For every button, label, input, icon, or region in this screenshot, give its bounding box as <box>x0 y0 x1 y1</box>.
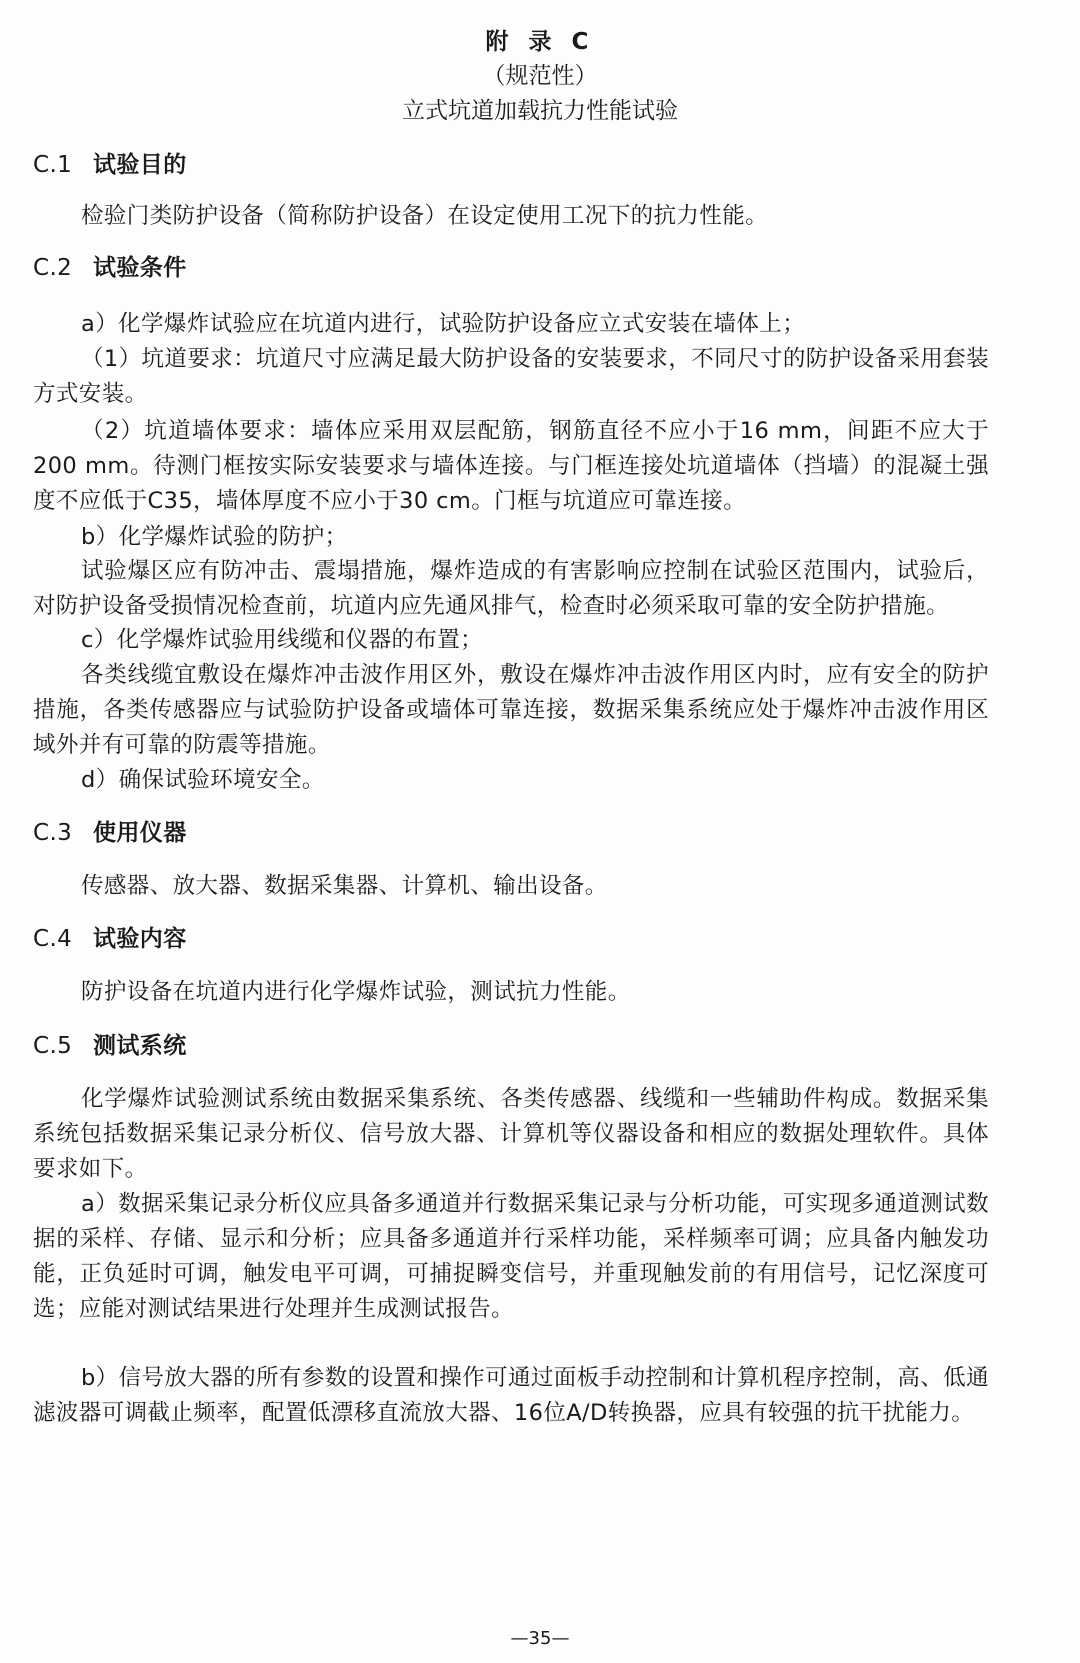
section-number: C.4 <box>33 926 73 952</box>
section-heading-c3 <box>33 816 989 851</box>
paragraph: b）化学爆炸试验的防护； <box>81 524 348 550</box>
section-title: 试验目的 <box>93 152 187 178</box>
paragraph: （2）坑道墙体要求：墙体应采用双层配筋，钢筋直径不应小于16 mm，间距不应大于200 mm。待测门框按实际安装要求与墙体连接。与门框连接处坑道墙体（挡墙）的混凝土强度不应低于C35，墙体厚度不应小于30 cm。门框与坑道应可靠连接。 <box>33 418 989 514</box>
paragraph: 传感器、放大器、数据采集器、计算机、输出设备。 <box>81 873 608 899</box>
section-heading-c4 <box>33 922 989 957</box>
paragraph: b）信号放大器的所有参数的设置和操作可通过面板手动控制和计算机程序控制，高、低通滤波器可调截止频率，配置低漂移直流放大器、16位A/D转换器，应具有较强的抗干扰能力。 <box>33 1365 989 1426</box>
section-title: 测试系统 <box>93 1033 187 1059</box>
paragraph: 化学爆炸试验测试系统由数据采集系统、各类传感器、线缆和一些辅助件构成。数据采集系统包括数据采集记录分析仪、信号放大器、计算机等仪器设备和相应的数据处理软件。具体要求如下。 <box>33 1086 989 1182</box>
paragraph: d）确保试验环境安全。 <box>81 767 325 793</box>
annex-title: 立式坑道加载抗力性能试验 <box>402 98 678 124</box>
section-heading-c1 <box>33 148 989 183</box>
paragraph: 检验门类防护设备（简称防护设备）在设定使用工况下的抗力性能。 <box>81 203 769 229</box>
section-number: C.2 <box>33 255 73 281</box>
section-number: C.3 <box>33 820 73 846</box>
section-title: 试验内容 <box>93 926 187 952</box>
section-heading-c2 <box>33 251 989 286</box>
section-heading-c5 <box>33 1029 989 1064</box>
paragraph: 试验爆区应有防冲击、震塌措施，爆炸造成的有害影响应控制在试验区范围内，试验后，对防护设备受损情况检查前，坑道内应先通风排气，检查时必须采取可靠的安全防护措施。 <box>33 558 989 619</box>
section-title: 使用仪器 <box>93 820 187 846</box>
paragraph: 各类线缆宜敷设在爆炸冲击波作用区外，敷设在爆炸冲击波作用区内时，应有安全的防护措施，各类传感器应与试验防护设备或墙体可靠连接，数据采集系统应处于爆炸冲击波作用区域外并有可靠的防震等措施。 <box>33 662 989 758</box>
section-title: 试验条件 <box>93 255 187 281</box>
section-number: C.5 <box>33 1033 73 1059</box>
paragraph: a）数据采集记录分析仪应具备多通道并行数据采集记录与分析功能，可实现多通道测试数据的采样、存储、显示和分析；应具备多通道并行采样功能，采样频率可调；应具备内触发功能，正负延时可调，触发电平可调，可捕捉瞬变信号，并重现触发前的有用信号，记忆深度可选；应能对测试结果进行处理并生成测试报告。 <box>33 1191 989 1322</box>
annex-label: 附 录 C <box>485 29 595 55</box>
page-number: —35— <box>510 1628 570 1649</box>
paragraph: （1）坑道要求：坑道尺寸应满足最大防护设备的安装要求，不同尺寸的防护设备采用套装方式安装。 <box>33 346 989 407</box>
section-number: C.1 <box>33 152 73 178</box>
annex-nature: （规范性） <box>482 63 598 89</box>
paragraph: c）化学爆炸试验用线缆和仪器的布置； <box>81 627 484 653</box>
paragraph: a）化学爆炸试验应在坑道内进行，试验防护设备应立式安装在墙体上； <box>81 311 806 337</box>
paragraph: 防护设备在坑道内进行化学爆炸试验，测试抗力性能。 <box>81 979 631 1005</box>
